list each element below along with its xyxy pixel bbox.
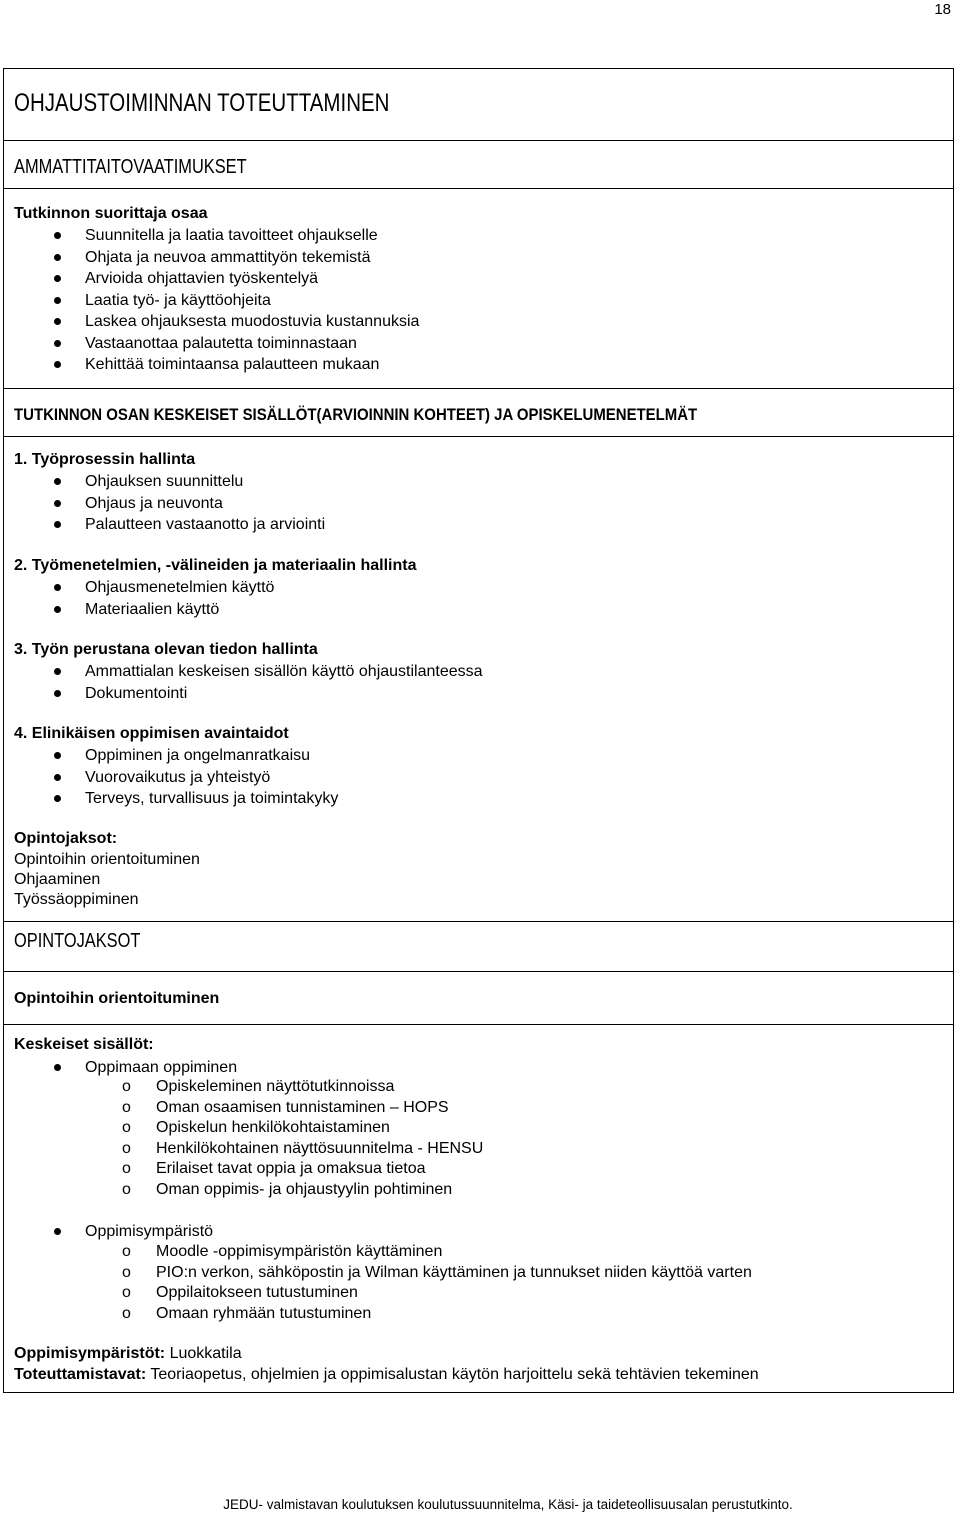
list-item: Laatia työ- ja käyttöohjeita xyxy=(4,290,953,312)
oppimisymparistot-label: Oppimisympäristöt: xyxy=(14,1345,166,1362)
group-2-list xyxy=(4,577,953,620)
sub-item: o Opiskeleminen näyttötutkinnoissa xyxy=(4,1077,953,1098)
oppimisymparistot-line xyxy=(14,1343,242,1364)
list-item: Laskea ohjauksesta muodostuvia kustannuksia xyxy=(4,311,953,333)
opintojaksot-heading: OPINTOJAKSOT xyxy=(14,930,141,952)
list-item: Arvioida ohjattavien työskentelyä xyxy=(4,268,953,290)
sub-item: o Henkilökohtainen näyttösuunnitelma - HENSU xyxy=(4,1139,953,1160)
list-item: Palautteen vastaanotto ja arviointi xyxy=(4,514,953,536)
oppimisymparistot-value: Luokkatila xyxy=(165,1345,242,1362)
opintojaksot-label: Opintojaksot: xyxy=(14,830,118,847)
topic-1 xyxy=(4,1057,953,1079)
list-item: Kehittää toimintaansa palautteen mukaan xyxy=(4,354,953,376)
topic-label: Oppimisympäristö xyxy=(4,1221,953,1243)
keskeiset-label: Keskeiset sisällöt: xyxy=(14,1036,154,1053)
list-item: Ohjausmenetelmien käyttö xyxy=(4,577,953,599)
opintojakso-item: Työssäoppiminen xyxy=(14,891,139,908)
title-row xyxy=(4,69,953,141)
opintojakso-item: Opintoihin orientoituminen xyxy=(14,851,200,868)
sub-item: o Oman osaamisen tunnistaminen – HOPS xyxy=(4,1098,953,1119)
group-3-list xyxy=(4,661,953,704)
course-title: Opintoihin orientoituminen xyxy=(14,990,220,1007)
group-4-list xyxy=(4,745,953,810)
sub-item: o Moodle -oppimisympäristön käyttäminen xyxy=(4,1242,953,1263)
document-title: OHJAUSTOIMINNAN TOTEUTTAMINEN xyxy=(14,89,390,117)
sisallot-heading: TUTKINNON OSAN KESKEISET SISÄLLÖT(ARVIOINNIN KOHTEET) JA OPISKELUMENETELMÄT xyxy=(14,405,698,424)
list-item: Suunnitella ja laatia tavoitteet ohjaukselle xyxy=(4,225,953,247)
sub-item: o Oman oppimis- ja ohjaustyylin pohtiminen xyxy=(4,1180,953,1201)
sisallot-content-row xyxy=(4,437,953,922)
group-title-3: 3. Työn perustana olevan tiedon hallinta xyxy=(14,641,318,658)
list-item: Ammattialan keskeisen sisällön käyttö ohjaustilanteessa xyxy=(4,661,953,683)
topic-label: Oppimaan oppiminen xyxy=(4,1057,953,1079)
group-title-4: 4. Elinikäisen oppimisen avaintaidot xyxy=(14,725,289,742)
topic-2 xyxy=(4,1221,953,1243)
list-item: Materiaalien käyttö xyxy=(4,599,953,621)
page-footer: JEDU- valmistavan koulutuksen koulutussuunnitelma, Käsi- ja taideteollisuusalan perustutkinto. xyxy=(223,1497,793,1512)
ammattitaito-content-row xyxy=(4,189,953,389)
sub-item: o Opiskelun henkilökohtaistaminen xyxy=(4,1118,953,1139)
opintojakso-item: Ohjaaminen xyxy=(14,871,101,888)
toteuttamistavat-value: Teoriaopetus, ohjelmien ja oppimisalustan käytön harjoittelu sekä tehtävien tekeminen xyxy=(146,1366,759,1383)
course-title-row xyxy=(4,972,953,1025)
ammattitaito-heading-row xyxy=(4,141,953,189)
sisallot-heading-row xyxy=(4,389,953,437)
page-number: 18 xyxy=(934,1,951,18)
list-item: Ohjaus ja neuvonta xyxy=(4,493,953,515)
ammattitaito-list xyxy=(4,225,953,376)
group-title-1: 1. Työprosessin hallinta xyxy=(14,451,196,468)
sub-item: o Erilaiset tavat oppia ja omaksua tietoa xyxy=(4,1159,953,1180)
list-item: Dokumentointi xyxy=(4,683,953,705)
sub-item: o PIO:n verkon, sähköpostin ja Wilman käyttäminen ja tunnukset niiden käyttöä varten xyxy=(4,1263,953,1284)
ammattitaito-heading: AMMATTITAITOVAATIMUKSET xyxy=(14,156,247,178)
list-item: Oppiminen ja ongelmanratkaisu xyxy=(4,745,953,767)
sub-item: o Oppilaitokseen tutustuminen xyxy=(4,1283,953,1304)
list-item: Vuorovaikutus ja yhteistyö xyxy=(4,767,953,789)
group-title-2: 2. Työmenetelmien, -välineiden ja materiaalin hallinta xyxy=(14,557,417,574)
list-item: Ohjauksen suunnittelu xyxy=(4,471,953,493)
list-item: Ohjata ja neuvoa ammattityön tekemistä xyxy=(4,247,953,269)
list-item: Vastaanottaa palautetta toiminnastaan xyxy=(4,333,953,355)
group-1-list xyxy=(4,471,953,536)
toteuttamistavat-label: Toteuttamistavat: xyxy=(14,1366,147,1383)
list-item: Terveys, turvallisuus ja toimintakyky xyxy=(4,788,953,810)
topic-1-subitems xyxy=(4,1077,953,1200)
ammattitaito-intro: Tutkinnon suorittaja osaa xyxy=(14,205,208,222)
document-table xyxy=(3,68,954,1393)
course-content-row xyxy=(4,1025,953,1394)
toteuttamistavat-line xyxy=(14,1364,759,1385)
sub-item: o Omaan ryhmään tutustuminen xyxy=(4,1304,953,1325)
topic-2-subitems xyxy=(4,1242,953,1324)
opintojaksot-heading-row xyxy=(4,922,953,972)
